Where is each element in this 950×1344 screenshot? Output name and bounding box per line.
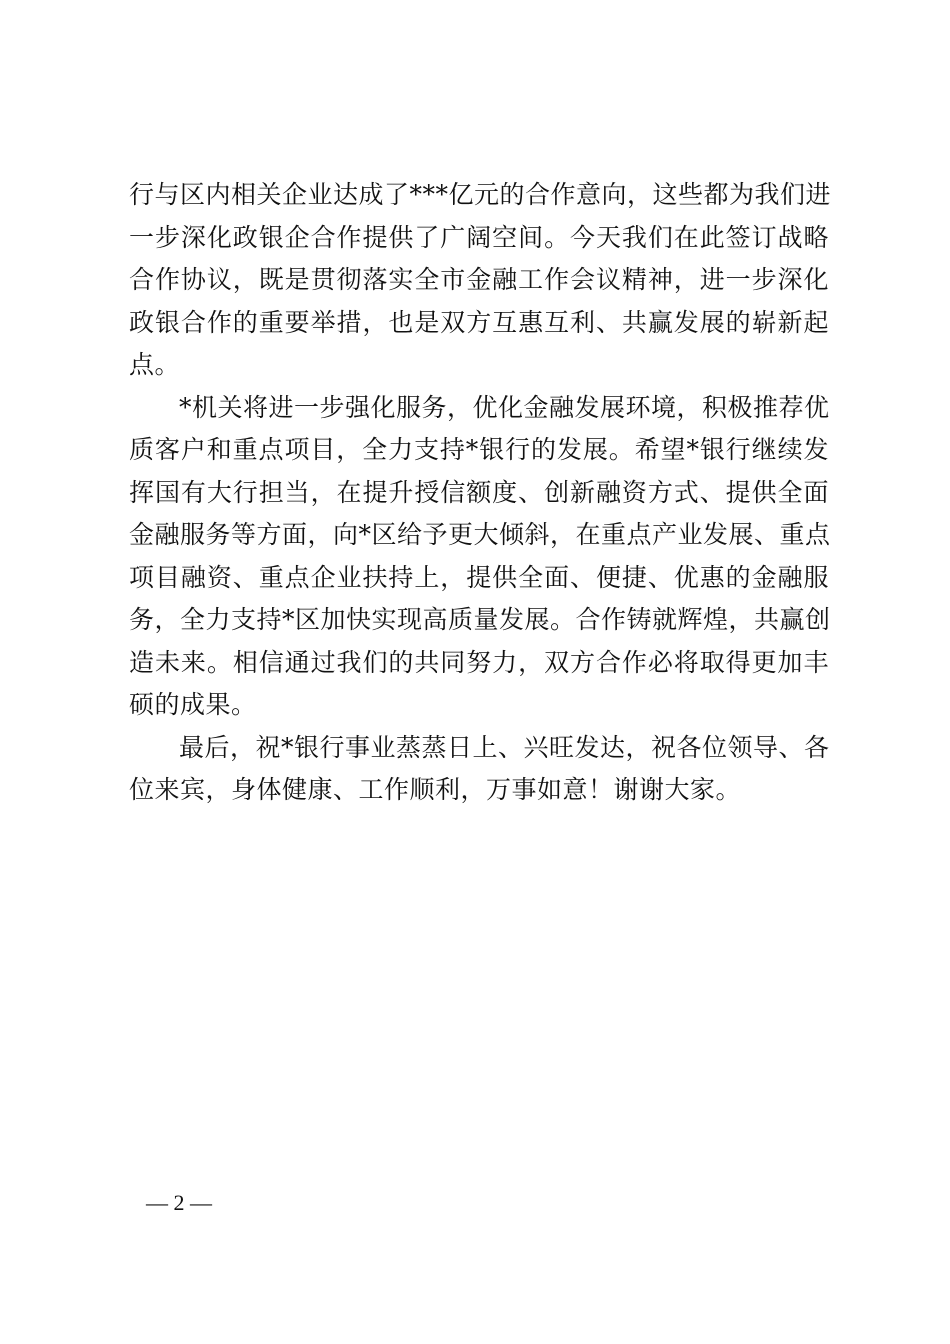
text-line: 挥国有大行担当，在提升授信额度、创新融资方式、提供全面 [129, 477, 829, 507]
page-number: — 2 — [146, 1190, 212, 1215]
text-line: 造未来。相信通过我们的共同努力，双方合作必将取得更加丰 [129, 647, 829, 677]
text-line: 最后，祝*银行事业蒸蒸日上、兴旺发达，祝各位领导、各 [179, 732, 830, 762]
paragraph-1 [129, 174, 832, 387]
text-line: 合作协议，既是贯彻落实全市金融工作会议精神，进一步深化 [129, 265, 829, 294]
text-line: 金融服务等方面，向*区给予更大倾斜，在重点产业发展、重点 [129, 520, 831, 549]
document-body [129, 174, 832, 812]
text-line: 位来宾，身体健康、工作顺利，万事如意！谢谢大家。 [129, 775, 742, 804]
paragraph-3 [129, 727, 829, 812]
text-line: 行与区内相关企业达成了***亿元的合作意向，这些都为我们进 [129, 180, 832, 209]
paragraph-2 [129, 387, 829, 727]
text-line: 点。 [129, 350, 181, 379]
text-line: 务，全力支持*区加快实现高质量发展。合作铸就辉煌，共赢创 [129, 605, 831, 634]
text-line: 质客户和重点项目，全力支持*银行的发展。希望*银行继续发 [129, 435, 829, 464]
text-line: 硕的成果。 [129, 690, 257, 719]
text-line: *机关将进一步强化服务，优化金融发展环境，积极推荐优 [179, 392, 830, 422]
text-line: 政银合作的重要举措，也是双方互惠互利、共赢发展的崭新起 [129, 307, 829, 337]
text-line: 一步深化政银企合作提供了广阔空间。今天我们在此签订战略 [129, 222, 829, 252]
text-line: 项目融资、重点企业扶持上，提供全面、便捷、优惠的金融服 [129, 562, 829, 592]
